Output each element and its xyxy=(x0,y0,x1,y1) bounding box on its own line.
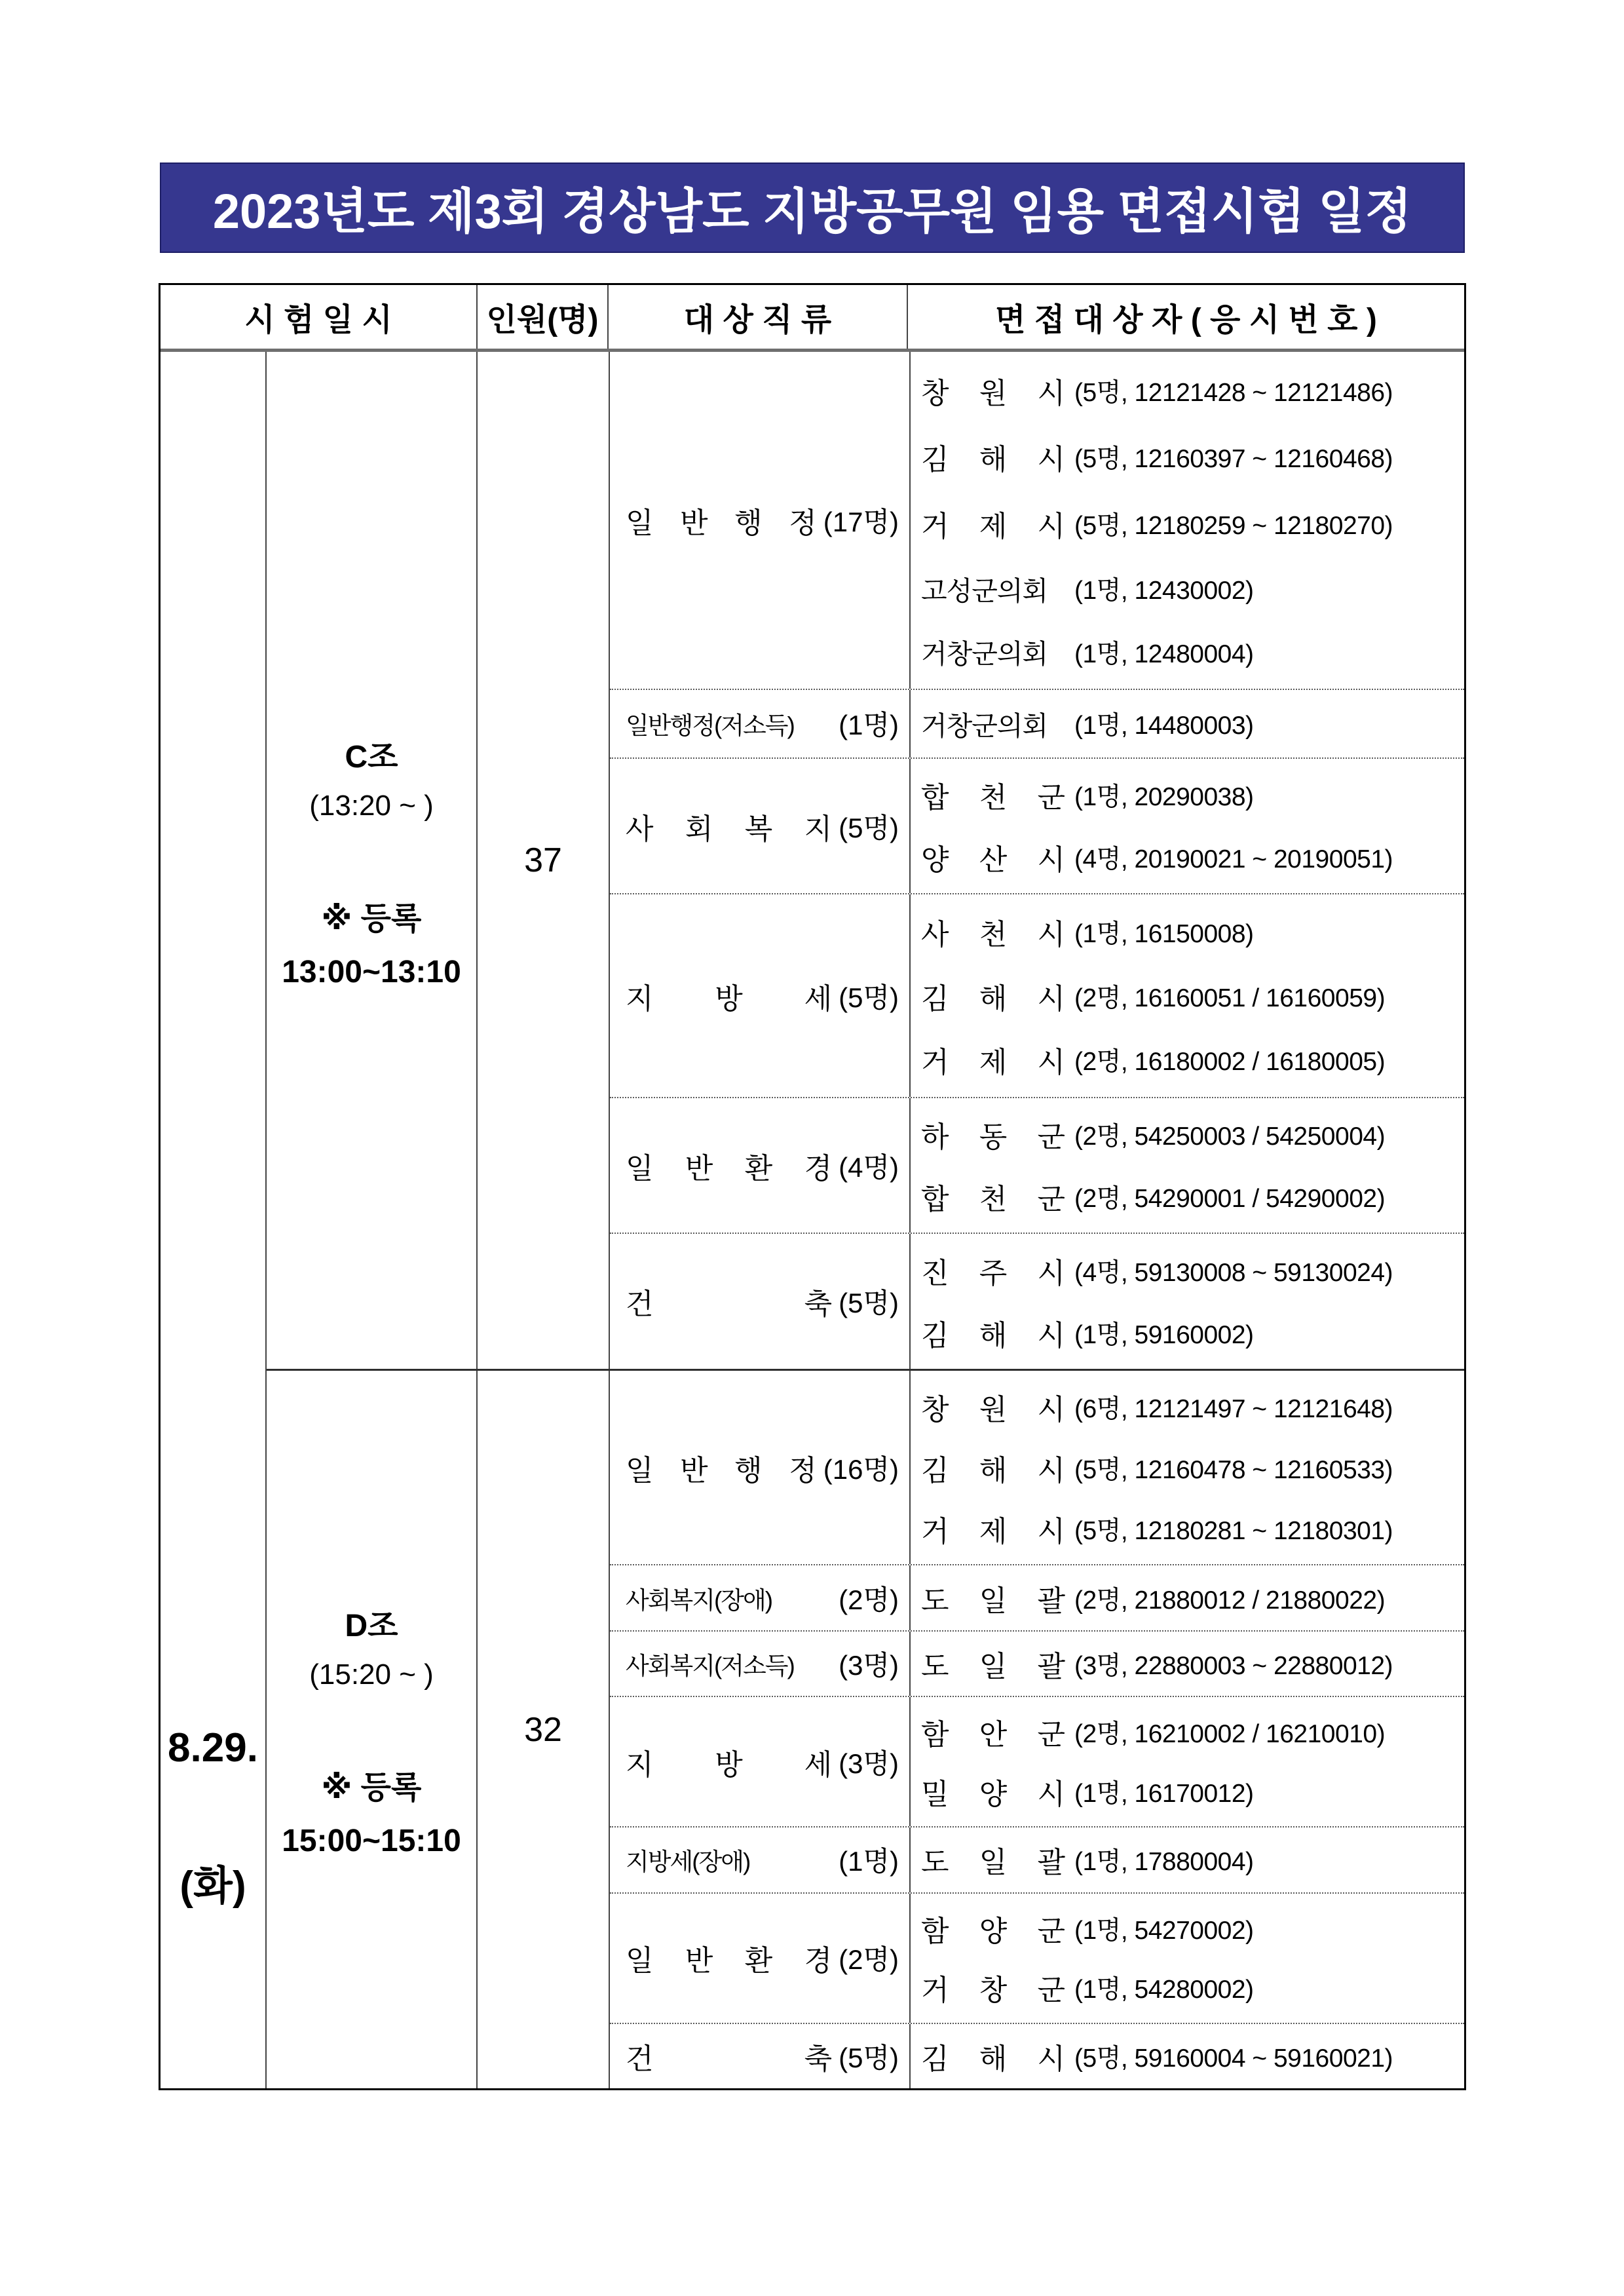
candidate-numbers: (5명, 12121428 ~ 12121486) xyxy=(1074,378,1393,407)
series-cell xyxy=(610,1894,909,2023)
section-group-d xyxy=(267,1369,1464,2088)
group-c-rows xyxy=(609,352,1464,1369)
agency-name: 거창군의회 xyxy=(921,639,1048,670)
candidate-entry xyxy=(911,2035,1464,2077)
agency-name: 합 천 군 xyxy=(921,1183,1065,1215)
candidate-entry xyxy=(911,704,1464,743)
candidate-numbers: (5명, 59160004 ~ 59160021) xyxy=(1074,2044,1393,2073)
page-title: 2023년도 제3회 경상남도 지방공무원 임용 면접시험 일정 xyxy=(212,184,1412,239)
series-name: 일 반 행 정 xyxy=(626,1454,817,1487)
agency-name: 함 안 군 xyxy=(921,1719,1065,1751)
candidate-entry xyxy=(911,632,1464,671)
candidate-numbers: (2명, 54250003 / 54250004) xyxy=(1074,1122,1386,1151)
candidate-entry xyxy=(911,1250,1464,1292)
header-target-series: 대 상 직 류 xyxy=(607,285,907,349)
series-count: (16명) xyxy=(823,1453,899,1485)
agency-name: 거 제 시 xyxy=(921,510,1065,543)
series-cell xyxy=(610,2024,909,2088)
candidate-entry xyxy=(911,1113,1464,1155)
candidates-cell xyxy=(909,1098,1464,1233)
series-count: (17명) xyxy=(823,507,899,537)
candidate-numbers: (1명, 54270002) xyxy=(1074,1916,1254,1945)
candidate-entry xyxy=(911,1770,1464,1812)
agency-name: 도 일 괄 xyxy=(921,1846,1065,1879)
candidate-numbers: (5명, 12160478 ~ 12160533) xyxy=(1074,1455,1393,1484)
candidate-entry xyxy=(911,1839,1464,1881)
agency-name: 도 일 괄 xyxy=(921,1584,1065,1617)
exam-date-cell xyxy=(161,352,265,2088)
group-c-headcount: 37 xyxy=(476,352,609,1369)
series-cell xyxy=(610,1565,909,1630)
exam-weekday: (화) xyxy=(179,1864,246,1909)
candidate-numbers: (5명, 12180259 ~ 12180270) xyxy=(1074,511,1393,540)
series-count: (5명) xyxy=(839,812,899,843)
series-row xyxy=(610,893,1464,1096)
candidate-numbers: (1명, 16150008) xyxy=(1074,920,1254,949)
candidate-entry xyxy=(911,911,1464,953)
series-row xyxy=(610,1097,1464,1233)
candidates-cell xyxy=(909,690,1464,757)
group-c-info-cell xyxy=(267,352,476,1369)
group-c-registration-time: 13:00~13:10 xyxy=(282,954,461,989)
series-name: 지 방 세 xyxy=(626,1748,833,1781)
series-count: (5명) xyxy=(839,1288,899,1319)
series-name: 일 반 환 경 xyxy=(626,1152,833,1185)
group-d-info-cell xyxy=(267,1371,476,2088)
candidates-cell xyxy=(909,759,1464,894)
series-name: 일 반 환 경 xyxy=(626,1945,833,1978)
candidates-cell xyxy=(909,1697,1464,1826)
series-cell xyxy=(610,759,909,894)
group-c-registration-label: ※ 등록 xyxy=(321,901,422,936)
group-d-registration-label: ※ 등록 xyxy=(321,1770,422,1805)
candidate-numbers: (6명, 12121497 ~ 12121648) xyxy=(1074,1394,1393,1423)
candidates-cell xyxy=(909,1371,1464,1564)
group-d-registration-time: 15:00~15:10 xyxy=(282,1824,461,1858)
candidates-cell xyxy=(909,894,1464,1096)
candidate-numbers: (1명, 12430002) xyxy=(1074,577,1254,605)
series-count: (4명) xyxy=(839,1151,899,1183)
candidates-cell xyxy=(909,1894,1464,2023)
candidate-numbers: (1명, 16170012) xyxy=(1074,1779,1254,1808)
agency-name: 사 천 시 xyxy=(921,919,1065,951)
series-count: (5명) xyxy=(839,982,899,1013)
series-row xyxy=(610,1892,1464,2023)
series-cell xyxy=(610,1371,909,1564)
group-d-start-time: (15:20 ~ ) xyxy=(309,1658,434,1691)
candidate-numbers: (2명, 16180002 / 16180005) xyxy=(1074,1048,1386,1077)
agency-name: 김 해 시 xyxy=(921,444,1065,476)
series-row xyxy=(610,757,1464,894)
header-headcount: 인원(명) xyxy=(476,285,607,349)
candidate-numbers: (4명, 59130008 ~ 59130024) xyxy=(1074,1258,1393,1287)
candidate-numbers: (2명, 16210002 / 16210010) xyxy=(1074,1720,1386,1749)
series-count: (1명) xyxy=(839,1846,899,1877)
candidate-numbers: (1명, 54280002) xyxy=(1074,1976,1254,2004)
series-count: (2명) xyxy=(839,1584,899,1615)
agency-name: 밀 양 시 xyxy=(921,1778,1065,1810)
series-cell xyxy=(610,1632,909,1696)
candidates-cell xyxy=(909,2024,1464,2088)
candidate-numbers: (2명, 54290001 / 54290002) xyxy=(1074,1184,1386,1213)
candidate-numbers: (5명, 12180281 ~ 12180301) xyxy=(1074,1516,1393,1545)
candidate-entry xyxy=(911,1711,1464,1753)
candidate-entry xyxy=(911,1176,1464,1217)
series-cell xyxy=(610,352,909,689)
candidate-entry xyxy=(911,1577,1464,1619)
series-count: (3명) xyxy=(839,1650,899,1681)
agency-name: 도 일 괄 xyxy=(921,1651,1065,1683)
agency-name: 합 천 군 xyxy=(921,782,1065,814)
series-cell xyxy=(610,690,909,757)
candidate-entry xyxy=(911,774,1464,816)
candidate-entry xyxy=(911,1039,1464,1081)
series-count: (5명) xyxy=(839,2042,899,2073)
candidates-cell xyxy=(909,1827,1464,1892)
series-name: 일 반 행 정 xyxy=(626,507,817,539)
agency-name: 김 해 시 xyxy=(921,1454,1065,1487)
candidate-numbers: (1명, 12480004) xyxy=(1074,640,1254,668)
interview-schedule-table xyxy=(159,283,1466,2090)
candidates-cell xyxy=(909,1565,1464,1630)
candidates-cell xyxy=(909,352,1464,689)
candidate-numbers: (1명, 20290038) xyxy=(1074,783,1254,812)
series-cell xyxy=(610,1234,909,1369)
agency-name: 진 주 시 xyxy=(921,1257,1065,1290)
group-d-headcount: 32 xyxy=(476,1371,609,2088)
candidate-numbers: (2명, 16160051 / 16160059) xyxy=(1074,984,1386,1012)
agency-name: 양 산 시 xyxy=(921,843,1065,876)
series-cell xyxy=(610,1827,909,1892)
agency-name: 함 양 군 xyxy=(921,1915,1065,1947)
agency-name: 김 해 시 xyxy=(921,1319,1065,1352)
series-row xyxy=(610,1826,1464,1892)
series-row xyxy=(610,1233,1464,1369)
series-name: 일반행정(저소득) xyxy=(626,712,794,740)
table-header-row xyxy=(161,285,1464,352)
header-candidates: 면 접 대 상 자 ( 응 시 번 호 ) xyxy=(907,285,1464,349)
series-cell xyxy=(610,1697,909,1826)
candidate-numbers: (1명, 17880004) xyxy=(1074,1848,1254,1877)
series-count: (1명) xyxy=(839,710,899,741)
series-name: 지 방 세 xyxy=(626,982,833,1015)
candidates-cell xyxy=(909,1234,1464,1369)
series-row xyxy=(610,1371,1464,1564)
agency-name: 고성군의회 xyxy=(921,575,1048,606)
candidate-entry xyxy=(911,1508,1464,1550)
series-name: 건 축 xyxy=(626,2042,833,2075)
series-cell xyxy=(610,1098,909,1233)
series-name: 사 회 복 지 xyxy=(626,813,833,845)
candidate-entry xyxy=(911,1966,1464,2008)
candidate-entry xyxy=(911,1907,1464,1949)
group-d-name: D조 xyxy=(345,1609,398,1643)
candidate-numbers: (2명, 21880012 / 21880022) xyxy=(1074,1586,1386,1615)
agency-name: 거 창 군 xyxy=(921,1974,1065,2007)
series-name: 지방세(장애) xyxy=(626,1848,750,1876)
agency-name: 하 동 군 xyxy=(921,1121,1065,1154)
series-row xyxy=(610,2023,1464,2088)
candidates-cell xyxy=(909,1632,1464,1696)
candidate-entry xyxy=(911,975,1464,1017)
title-banner xyxy=(160,163,1465,253)
series-count: (3명) xyxy=(839,1748,899,1779)
series-name: 사회복지(저소득) xyxy=(626,1653,794,1680)
candidate-entry xyxy=(911,370,1464,411)
series-cell xyxy=(610,894,909,1096)
exam-date: 8.29. xyxy=(168,1725,258,1770)
candidate-entry xyxy=(911,1643,1464,1685)
candidate-numbers: (5명, 12160397 ~ 12160468) xyxy=(1074,445,1393,474)
group-d-rows xyxy=(609,1371,1464,2088)
series-row xyxy=(610,689,1464,757)
candidate-numbers: (3명, 22880003 ~ 22880012) xyxy=(1074,1652,1393,1681)
series-row xyxy=(610,1564,1464,1630)
agency-name: 창 원 시 xyxy=(921,377,1065,410)
agency-name: 거창군의회 xyxy=(921,710,1048,741)
candidate-entry xyxy=(911,436,1464,478)
candidate-entry xyxy=(911,1312,1464,1354)
series-row xyxy=(610,1696,1464,1826)
candidate-entry xyxy=(911,836,1464,878)
candidate-numbers: (4명, 20190021 ~ 20190051) xyxy=(1074,845,1393,873)
series-row xyxy=(610,1630,1464,1696)
candidate-entry xyxy=(911,569,1464,608)
group-c-name: C조 xyxy=(345,739,398,775)
group-c-start-time: (13:20 ~ ) xyxy=(309,789,434,822)
sections-container xyxy=(265,352,1464,2088)
series-name: 건 축 xyxy=(626,1288,833,1321)
candidate-numbers: (1명, 59160002) xyxy=(1074,1320,1254,1349)
candidate-entry xyxy=(911,1386,1464,1428)
agency-name: 창 원 시 xyxy=(921,1393,1065,1426)
candidate-entry xyxy=(911,503,1464,545)
agency-name: 김 해 시 xyxy=(921,982,1065,1015)
table-body xyxy=(161,352,1464,2088)
candidate-numbers: (1명, 14480003) xyxy=(1074,712,1254,740)
section-group-c xyxy=(267,352,1464,1369)
candidate-entry xyxy=(911,1447,1464,1489)
series-row xyxy=(610,352,1464,689)
agency-name: 김 해 시 xyxy=(921,2042,1065,2075)
series-name: 사회복지(장애) xyxy=(626,1586,772,1614)
agency-name: 거 제 시 xyxy=(921,1046,1065,1079)
header-exam-datetime: 시 험 일 시 xyxy=(244,303,392,337)
series-count: (2명) xyxy=(839,1944,899,1976)
agency-name: 거 제 시 xyxy=(921,1515,1065,1548)
